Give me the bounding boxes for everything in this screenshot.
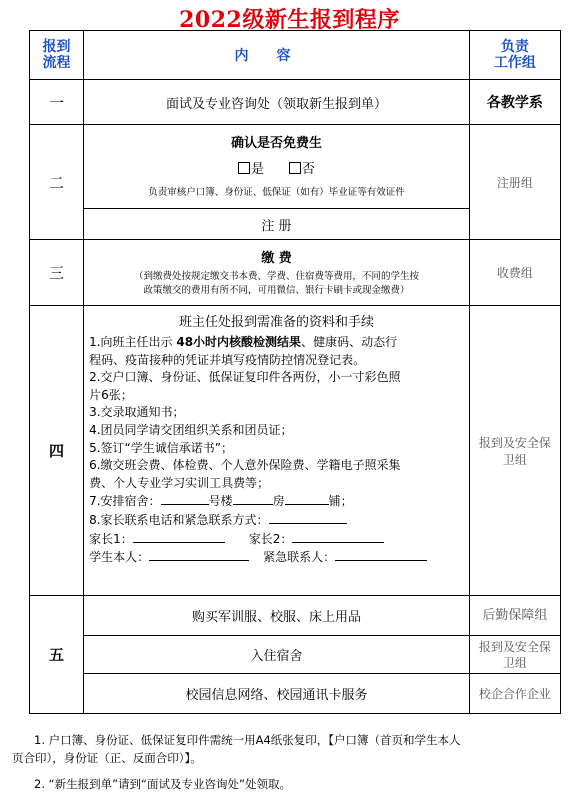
registration-table [29, 30, 561, 714]
step-4-row [30, 306, 561, 596]
step-3-row [30, 240, 561, 306]
parent-line [84, 530, 469, 549]
step-2-title: 确认是否免费生 [230, 135, 322, 151]
student-field[interactable] [149, 548, 249, 561]
step-5c-row [30, 674, 561, 714]
step-4-line-8: 6.缴交班会费、体检费、个人意外保险费、学籍电子照采集 [89, 458, 401, 473]
step-3-note-1: （到缴费处按规定缴交书本费、学费、住宿费等费用，不同的学生按 [133, 270, 419, 282]
student-label: 学生本人： [89, 550, 150, 565]
step-4-group: 报到及安全保卫组 [469, 306, 560, 596]
step-5a-group: 后勤保障组 [469, 596, 560, 636]
step-3-content [84, 240, 470, 306]
contact-label: 8.家长联系电话和紧急联系方式： [89, 512, 269, 527]
step-3-number: 三 [30, 240, 84, 306]
step-5b-group: 报到及安全保卫组 [469, 636, 560, 674]
dorm-label: 7.安排宿舍： [89, 494, 161, 509]
step-2-group: 注册组 [469, 125, 560, 240]
step-4-line-1 [84, 334, 469, 352]
step-5b-row [30, 636, 561, 674]
step-4-line-7: 5.签订“学生诚信承诺书”； [89, 440, 233, 455]
page-title: 2022级新生报到程序 [179, 7, 400, 33]
step-4-line-3: 2.交户口簿、身份证、低保证复印件各两份，小一寸彩色照 [89, 370, 401, 385]
header-group-line1: 负责 [500, 39, 529, 55]
step-5a-content: 购买军训服、校服、床上用品 [84, 596, 470, 636]
building-field[interactable] [161, 492, 209, 505]
room-field[interactable] [233, 492, 273, 505]
footnote-1 [12, 731, 567, 767]
yes-label: 是 [251, 161, 265, 177]
step-4-line-4: 片6张； [89, 387, 133, 402]
header-step-line2: 流程 [42, 55, 71, 71]
step-4-number: 四 [30, 306, 84, 596]
step-4-content [84, 306, 470, 596]
step-1-content: 面试及专业咨询处（领取新生报到单） [84, 80, 470, 125]
step-5-number: 五 [30, 596, 84, 714]
header-content: 内容 [84, 31, 470, 80]
free-student-options [84, 154, 469, 186]
step-3-title: 缴 费 [261, 250, 292, 266]
footnote-1-line-1: 1. 户口簿、身份证、低保证复印件需统一用A4纸张复印，【户口簿（首页和学生本人 [34, 733, 461, 747]
parent-1-label: 家长1： [89, 531, 133, 546]
no-label: 否 [301, 161, 315, 177]
step-2-number: 二 [30, 125, 84, 240]
line-1-rest: 、健康码、动态行 [301, 335, 398, 349]
contact-line [84, 511, 469, 530]
bed-field[interactable] [285, 492, 329, 505]
emergency-label: 紧急联系人： [263, 550, 336, 565]
step-5c-group: 校企合作企业 [469, 674, 560, 714]
register-cell: 注 册 [84, 209, 470, 240]
step-2-row [30, 125, 561, 209]
step-1-group: 各教学系 [469, 80, 560, 125]
header-group-cell [469, 31, 560, 80]
header-group-line2: 工作组 [493, 55, 536, 71]
step-3-group: 收费组 [469, 240, 560, 306]
step-4-title: 班主任处报到需准备的资料和手续 [178, 315, 374, 330]
step-2-content [84, 125, 470, 209]
step-3-note-2: 政策缴交的费用有所不同，可用微信、银行卡刷卡或现金缴费） [143, 284, 410, 296]
footnote-2: 2. “新生报到单”请到“面试及专业咨询处”处领取。 [34, 777, 291, 791]
yes-checkbox[interactable] [238, 162, 250, 174]
dorm-line [84, 492, 469, 511]
emergency-field[interactable] [335, 548, 427, 561]
step-1-number: 一 [30, 80, 84, 125]
step-5a-row [30, 596, 561, 636]
bed-label: 铺； [328, 494, 353, 509]
step-4-line-5: 3.交录取通知书； [89, 405, 185, 420]
parent-2-label: 家长2： [248, 531, 293, 546]
step-1-row [30, 80, 561, 125]
footnote-1-line-2: 页合印），身份证（正、反面合印）】。 [12, 751, 202, 765]
student-line [84, 548, 469, 567]
parent-1-field[interactable] [133, 530, 225, 543]
parent-2-field[interactable] [292, 530, 384, 543]
step-4-line-9: 费、个人专业学习实训工具费等； [89, 475, 270, 490]
contact-field[interactable] [269, 511, 347, 524]
header-step-line1: 报到 [42, 39, 71, 55]
step-2-note: 负责审核户口簿、身份证、低保证（如有）毕业证等有效证件 [148, 186, 405, 198]
line-1-text: 1.向班主任出示 [89, 335, 177, 349]
header-step-cell [30, 31, 84, 80]
nucleic-test-text: 48小时内核酸检测结果 [176, 335, 302, 349]
step-4-line-2: 程码、疫苗接种的凭证并填写疫情防控情况登记表。 [89, 352, 366, 367]
building-label: 号楼 [208, 494, 233, 509]
step-5c-content: 校园信息网络、校园通讯卡服务 [84, 674, 470, 714]
step-4-line-6: 4.团员同学请交团组织关系和团员证； [89, 422, 293, 437]
step-5b-content: 入住宿舍 [84, 636, 470, 674]
header-row [30, 31, 561, 80]
room-label: 房 [272, 494, 285, 509]
no-checkbox[interactable] [289, 162, 301, 174]
